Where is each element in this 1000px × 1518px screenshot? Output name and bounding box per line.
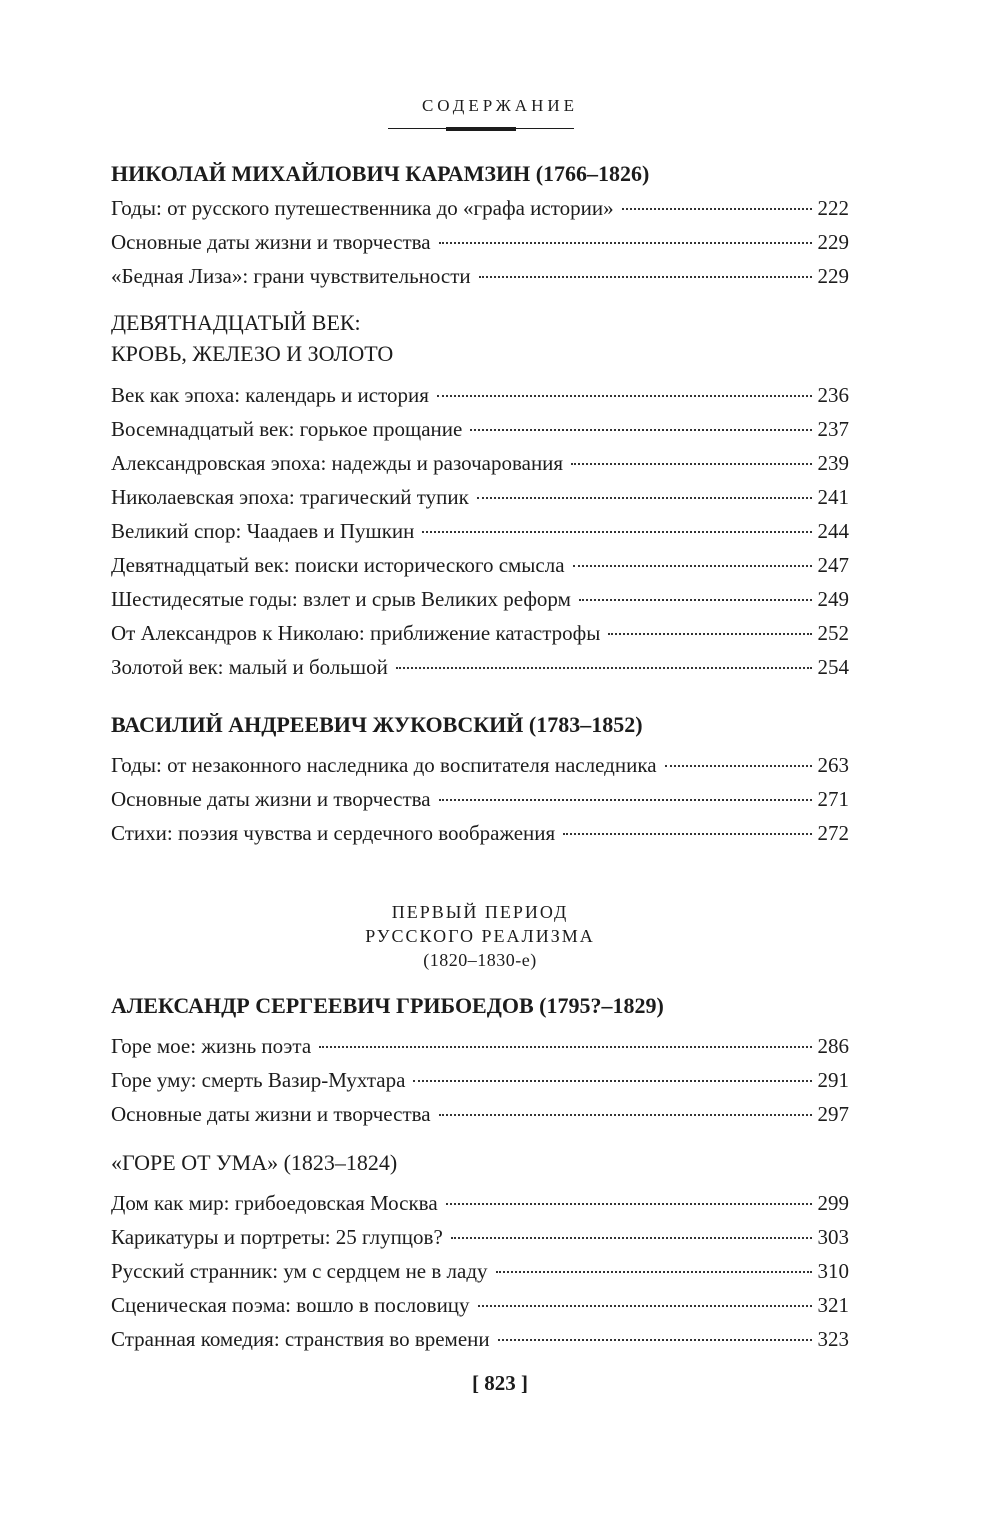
entry-title: Александровская эпоха: надежды и разочарования — [111, 451, 564, 475]
dot-leader — [498, 1339, 812, 1341]
entry-title: Годы: от русского путешественника до «графа истории» — [111, 196, 614, 220]
entry-page: 271 — [817, 787, 849, 811]
toc-entry[interactable] — [111, 378, 849, 412]
entry-title: Восемнадцатый век: горькое прощание — [111, 417, 463, 441]
toc-entry[interactable] — [111, 548, 849, 582]
entry-title: Сценическая поэма: вошло в пословицу — [111, 1293, 470, 1317]
dot-leader — [439, 242, 812, 244]
entry-page: 247 — [817, 553, 849, 577]
dot-leader — [396, 667, 812, 669]
entry-title: Основные даты жизни и творчества — [111, 1102, 431, 1126]
author-heading-karamzin: НИКОЛАЙ МИХАЙЛОВИЧ КАРАМЗИН (1766–1826) — [111, 161, 650, 186]
toc-entry[interactable] — [111, 748, 849, 782]
dot-leader — [608, 633, 811, 635]
entry-page: 237 — [817, 417, 849, 441]
toc-entry[interactable] — [111, 816, 849, 850]
toc-entry[interactable] — [111, 446, 849, 480]
toc-entry[interactable] — [111, 1063, 849, 1097]
period-heading-line: ПЕРВЫЙ ПЕРИОД — [391, 902, 569, 922]
entry-page: 272 — [817, 821, 849, 845]
section-heading-nineteenth-century — [111, 307, 849, 369]
dot-leader — [439, 799, 812, 801]
entry-page: 236 — [817, 383, 849, 407]
entry-title: Дом как мир: грибоедовская Москва — [111, 1191, 438, 1215]
toc-entry[interactable] — [111, 191, 849, 225]
entry-title: Золотой век: малый и большой — [111, 655, 388, 679]
toc-entry[interactable] — [111, 1220, 849, 1254]
toc-entry[interactable] — [111, 1186, 849, 1220]
dot-leader — [665, 765, 812, 767]
entry-page: 299 — [817, 1191, 849, 1215]
dot-leader — [573, 565, 812, 567]
entry-page: 303 — [817, 1225, 849, 1249]
author-heading-griboedov: АЛЕКСАНДР СЕРГЕЕВИЧ ГРИБОЕДОВ (1795?–1829) — [111, 993, 664, 1018]
entry-page: 310 — [817, 1259, 849, 1283]
entry-title: Основные даты жизни и творчества — [111, 230, 431, 254]
section-heading-line: КРОВЬ, ЖЕЛЕЗО И ЗОЛОТО — [111, 341, 394, 366]
entry-page: 291 — [817, 1068, 849, 1092]
entry-title: Русский странник: ум с сердцем не в ладу — [111, 1259, 488, 1283]
dot-leader — [563, 833, 811, 835]
entry-page: 244 — [817, 519, 849, 543]
dot-leader — [579, 599, 812, 601]
author-heading-zhukovsky: ВАСИЛИЙ АНДРЕЕВИЧ ЖУКОВСКИЙ (1783–1852) — [111, 712, 643, 737]
entry-title: Странная комедия: странствия во времени — [111, 1327, 490, 1351]
section-heading-gore-ot-uma: «ГОРЕ ОТ УМА» (1823–1824) — [111, 1150, 398, 1175]
entry-title: Основные даты жизни и творчества — [111, 787, 431, 811]
dot-leader — [477, 497, 812, 499]
toc-entry[interactable] — [111, 514, 849, 548]
toc-entry[interactable] — [111, 1254, 849, 1288]
dot-leader — [571, 463, 811, 465]
dot-leader — [451, 1237, 812, 1239]
entry-title: Николаевская эпоха: трагический тупик — [111, 485, 469, 509]
entry-title: «Бедная Лиза»: грани чувствительности — [111, 264, 471, 288]
entry-title: Горе уму: смерть Вазир-Мухтара — [111, 1068, 406, 1092]
entry-title: Шестидесятые годы: взлет и срыв Великих реформ — [111, 587, 571, 611]
entry-page: 229 — [817, 230, 849, 254]
dot-leader — [413, 1080, 811, 1082]
toc-entry[interactable] — [111, 225, 849, 259]
table-of-contents — [111, 155, 849, 1356]
entry-page: 241 — [817, 485, 849, 509]
toc-entry[interactable] — [111, 616, 849, 650]
entry-title: Горе мое: жизнь поэта — [111, 1034, 312, 1058]
dot-leader — [319, 1046, 811, 1048]
dot-leader — [437, 395, 812, 397]
entry-page: 239 — [817, 451, 849, 475]
entry-title: Карикатуры и портреты: 25 глупцов? — [111, 1225, 443, 1249]
toc-entry[interactable] — [111, 259, 849, 293]
toc-entry[interactable] — [111, 1288, 849, 1322]
entry-page: 229 — [817, 264, 849, 288]
dot-leader — [496, 1271, 812, 1273]
period-heading — [111, 900, 849, 972]
toc-entry[interactable] — [111, 582, 849, 616]
entry-page: 254 — [817, 655, 849, 679]
entry-title: Годы: от незаконного наследника до воспитателя наследника — [111, 753, 657, 777]
entry-page: 263 — [817, 753, 849, 777]
dot-leader — [622, 208, 812, 210]
entry-page: 323 — [817, 1327, 849, 1351]
toc-entry[interactable] — [111, 1029, 849, 1063]
running-head-rule-mark — [446, 127, 516, 131]
entry-page: 252 — [817, 621, 849, 645]
section-heading-line: ДЕВЯТНАДЦАТЫЙ ВЕК: — [111, 310, 361, 335]
dot-leader — [470, 429, 811, 431]
entry-page: 286 — [817, 1034, 849, 1058]
period-heading-years: (1820–1830-е) — [423, 950, 537, 970]
entry-page: 249 — [817, 587, 849, 611]
dot-leader — [478, 1305, 812, 1307]
dot-leader — [479, 276, 812, 278]
dot-leader — [422, 531, 811, 533]
entry-title: Девятнадцатый век: поиски исторического смысла — [111, 553, 565, 577]
page-number: [ 823 ] — [472, 1371, 528, 1395]
period-heading-line: РУССКОГО РЕАЛИЗМА — [365, 926, 595, 946]
entry-page: 222 — [817, 196, 849, 220]
toc-entry[interactable] — [111, 650, 849, 684]
toc-entry[interactable] — [111, 412, 849, 446]
toc-entry[interactable] — [111, 1322, 849, 1356]
toc-entry[interactable] — [111, 782, 849, 816]
toc-entry[interactable] — [111, 1097, 849, 1131]
toc-entry[interactable] — [111, 480, 849, 514]
dot-leader — [439, 1114, 812, 1116]
entry-title: Великий спор: Чаадаев и Пушкин — [111, 519, 415, 543]
entry-page: 321 — [817, 1293, 849, 1317]
dot-leader — [446, 1203, 812, 1205]
entry-title: Век как эпоха: календарь и история — [111, 383, 429, 407]
entry-title: Стихи: поэзия чувства и сердечного воображения — [111, 821, 556, 845]
running-head: СОДЕРЖАНИЕ — [421, 96, 579, 115]
entry-title: От Александров к Николаю: приближение катастрофы — [111, 621, 601, 645]
entry-page: 297 — [817, 1102, 849, 1126]
